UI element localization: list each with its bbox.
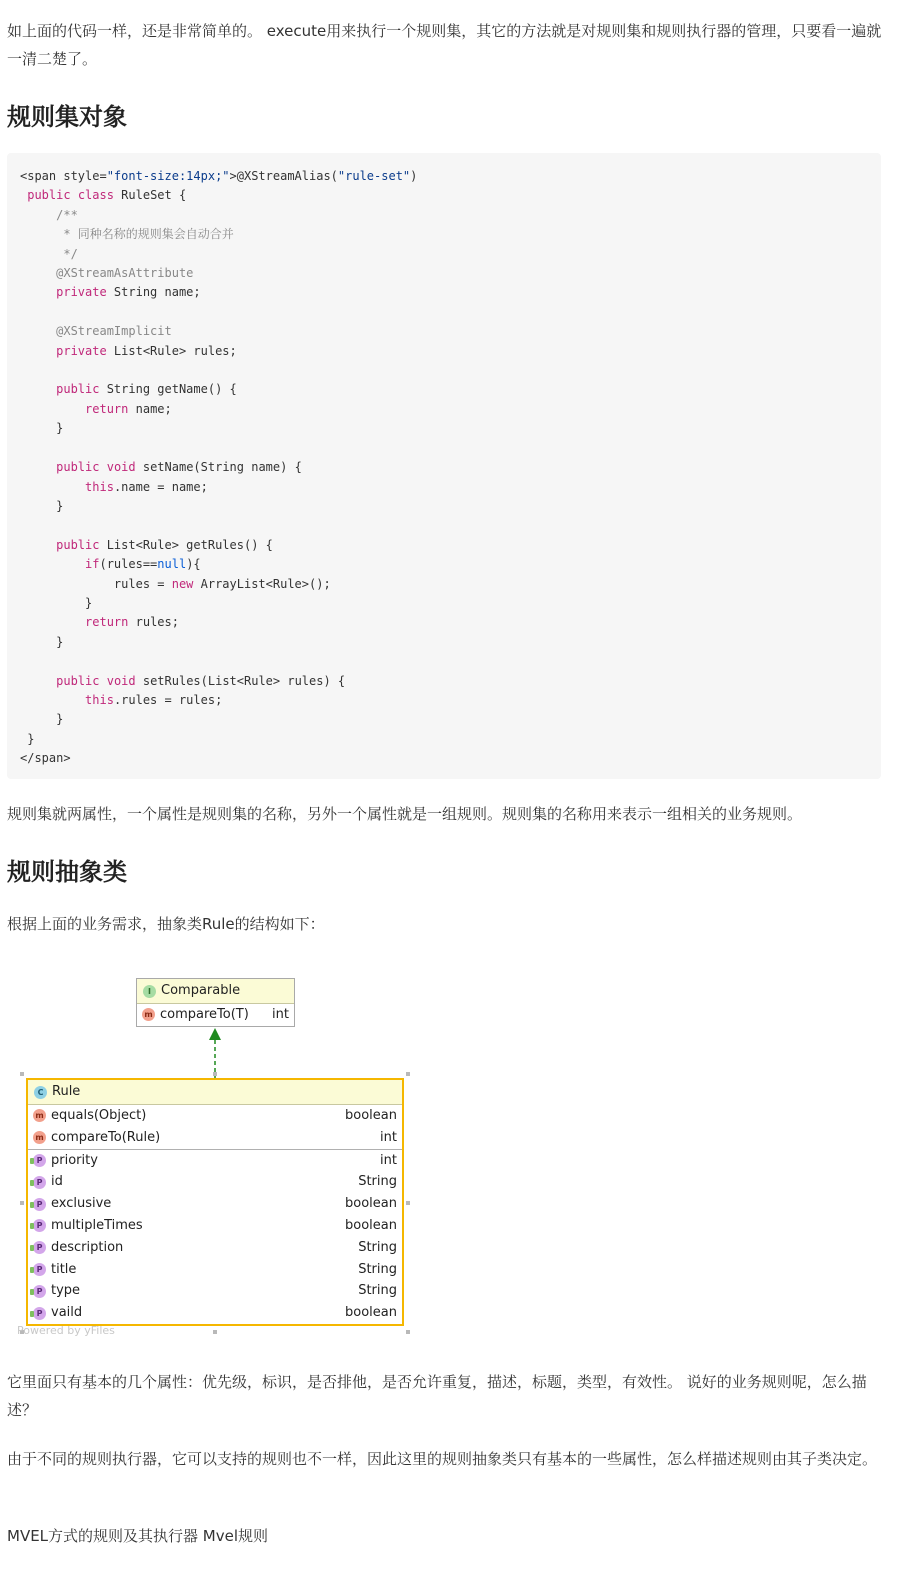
code-token: void bbox=[106, 673, 136, 688]
uml-property-type: String bbox=[358, 1239, 397, 1255]
powered-by-watermark: Powered by yFiles bbox=[17, 1324, 115, 1337]
code-token: String getName() { bbox=[99, 382, 237, 397]
code-token: public bbox=[56, 673, 100, 688]
code-token: rules = bbox=[113, 576, 172, 591]
selection-handle[interactable] bbox=[406, 1201, 410, 1205]
property-icon: P bbox=[33, 1285, 46, 1298]
code-token: * 同种名称的规则集会自动合并 bbox=[56, 227, 234, 242]
code-token: public bbox=[27, 188, 71, 203]
section-heading-ruleset: 规则集对象 bbox=[7, 103, 127, 131]
code-token: ArrayList<Rule>(); bbox=[193, 576, 331, 591]
uml-property-row bbox=[28, 1193, 402, 1215]
code-token: public bbox=[56, 382, 100, 397]
uml-interface-header bbox=[137, 979, 294, 1004]
selection-handle[interactable] bbox=[406, 1330, 410, 1334]
uml-class-name: Rule bbox=[52, 1084, 81, 1099]
paragraph-rule-subclass: 由于不同的规则执行器，它可以支持的规则也不一样，因此这里的规则抽象类只有基本的一些属性，怎么样描述规则由其子类决定。 bbox=[7, 1450, 878, 1468]
code-token: this bbox=[85, 692, 114, 707]
uml-diagram bbox=[0, 950, 420, 1350]
code-token: private bbox=[56, 343, 107, 358]
paragraph-mvel: MVEL方式的规则及其执行器 Mvel规则 bbox=[7, 1527, 269, 1545]
uml-property-name: type bbox=[51, 1283, 81, 1299]
code-token: setRules(List<Rule> rules) { bbox=[135, 673, 346, 688]
code-token: } bbox=[27, 731, 35, 746]
code-token: null bbox=[157, 557, 187, 572]
uml-property-name: exclusive bbox=[51, 1196, 112, 1212]
uml-class-rule[interactable] bbox=[26, 1078, 404, 1326]
code-token: >@XStreamAlias( bbox=[229, 169, 338, 183]
code-token: private bbox=[56, 285, 107, 300]
property-icon: P bbox=[33, 1219, 46, 1232]
uml-class-header bbox=[28, 1080, 402, 1105]
uml-property-type: String bbox=[358, 1174, 397, 1190]
uml-property-row bbox=[28, 1237, 402, 1259]
code-token: @XStreamImplicit bbox=[56, 324, 172, 339]
uml-method-type: int bbox=[272, 1007, 289, 1022]
property-icon: P bbox=[33, 1307, 46, 1320]
uml-interface-comparable[interactable] bbox=[136, 978, 295, 1027]
method-icon: m bbox=[142, 1008, 155, 1021]
uml-method-name: compareTo(Rule) bbox=[51, 1129, 161, 1145]
uml-method-type: boolean bbox=[345, 1108, 397, 1123]
property-icon: P bbox=[33, 1176, 46, 1189]
code-token: */ bbox=[56, 246, 78, 261]
uml-property-row bbox=[28, 1149, 402, 1172]
interface-icon: I bbox=[143, 985, 156, 998]
selection-handle[interactable] bbox=[20, 1072, 24, 1076]
uml-property-name: vaild bbox=[51, 1305, 83, 1321]
uml-property-name: description bbox=[51, 1239, 124, 1255]
uml-property-type: String bbox=[358, 1261, 397, 1277]
paragraph-rule-intro: 根据上面的业务需求，抽象类Rule的结构如下： bbox=[7, 915, 325, 933]
code-token: List<Rule> getRules() { bbox=[99, 537, 273, 552]
paragraph-ruleset-desc: 规则集就两属性，一个属性是规则集的名称，另外一个属性就是一组规则。规则集的名称用来表示一组相关的业务规则。 bbox=[7, 805, 803, 823]
code-token: .rules = rules; bbox=[113, 692, 223, 707]
method-icon: m bbox=[33, 1131, 46, 1144]
uml-property-name: title bbox=[51, 1261, 77, 1277]
class-icon: C bbox=[34, 1086, 47, 1099]
code-token: @XStreamAsAttribute bbox=[56, 266, 194, 281]
uml-property-row bbox=[28, 1280, 402, 1302]
code-token: (rules== bbox=[99, 557, 158, 572]
selection-handle[interactable] bbox=[213, 1330, 217, 1334]
selection-handle[interactable] bbox=[406, 1072, 410, 1076]
uml-property-row bbox=[28, 1259, 402, 1281]
code-token: new bbox=[171, 576, 194, 591]
selection-handle[interactable] bbox=[20, 1201, 24, 1205]
uml-property-type: boolean bbox=[345, 1305, 397, 1321]
uml-property-name: priority bbox=[51, 1152, 98, 1168]
method-icon: m bbox=[33, 1109, 46, 1122]
uml-property-row bbox=[28, 1215, 402, 1237]
code-token: String name; bbox=[106, 285, 201, 300]
uml-interface-name: Comparable bbox=[161, 983, 241, 998]
uml-property-type: String bbox=[358, 1283, 397, 1299]
uml-method-row bbox=[28, 1127, 402, 1149]
code-token: } bbox=[56, 634, 64, 649]
code-token: <span style= bbox=[20, 169, 107, 183]
section-heading-rule: 规则抽象类 bbox=[7, 858, 127, 886]
code-token: name; bbox=[128, 401, 172, 416]
arrow-head bbox=[209, 1028, 221, 1040]
code-token: "font-size:14px;" bbox=[106, 169, 230, 183]
code-content bbox=[20, 167, 417, 769]
code-token: public bbox=[56, 460, 100, 475]
code-token: ) bbox=[410, 169, 418, 183]
code-token: } bbox=[56, 498, 64, 513]
code-token: void bbox=[106, 460, 136, 475]
uml-property-type: boolean bbox=[345, 1196, 397, 1212]
code-token: </span> bbox=[20, 751, 71, 766]
code-token: public bbox=[56, 537, 100, 552]
uml-method-name: compareTo(T) bbox=[160, 1007, 249, 1022]
code-token: /** bbox=[56, 207, 78, 222]
code-token: rules; bbox=[128, 615, 179, 630]
code-token: } bbox=[56, 421, 64, 436]
code-token: this bbox=[85, 479, 114, 494]
uml-method-type: int bbox=[380, 1129, 397, 1145]
code-block bbox=[7, 153, 881, 779]
code-token: return bbox=[85, 401, 129, 416]
uml-method-row bbox=[137, 1004, 294, 1026]
code-token: ){ bbox=[186, 557, 201, 572]
code-token: List<Rule> rules; bbox=[106, 343, 237, 358]
code-token: } bbox=[85, 595, 93, 610]
uml-property-type: boolean bbox=[345, 1217, 397, 1233]
code-token: if bbox=[85, 557, 100, 572]
property-icon: P bbox=[33, 1241, 46, 1254]
paragraph-rule-attrs: 它里面只有基本的几个属性：优先级，标识，是否排他，是否允许重复，描述，标题，类型，有效性。 说好的业务规则呢，怎么描述？ bbox=[7, 1373, 867, 1419]
uml-property-row bbox=[28, 1171, 402, 1193]
property-icon: P bbox=[33, 1198, 46, 1211]
intro-paragraph: 如上面的代码一样，还是非常简单的。 execute用来执行一个规则集，其它的方法就是对规则集和规则执行器的管理，只要看一遍就一清二楚了。 bbox=[7, 22, 882, 68]
code-token: } bbox=[56, 712, 64, 727]
code-token: RuleSet { bbox=[113, 188, 187, 203]
uml-method-row bbox=[28, 1105, 402, 1127]
selection-handle[interactable] bbox=[213, 1072, 217, 1076]
uml-property-type: int bbox=[380, 1152, 397, 1168]
code-token: setName(String name) { bbox=[135, 460, 302, 475]
uml-property-name: multipleTimes bbox=[51, 1217, 143, 1233]
uml-method-name: equals(Object) bbox=[51, 1108, 147, 1123]
code-token: .name = name; bbox=[113, 479, 208, 494]
property-icon: P bbox=[33, 1154, 46, 1167]
uml-property-row bbox=[28, 1302, 402, 1324]
code-token: class bbox=[77, 188, 114, 203]
code-token: "rule-set" bbox=[337, 169, 411, 183]
property-icon: P bbox=[33, 1263, 46, 1276]
uml-property-name: id bbox=[51, 1174, 63, 1190]
code-token: return bbox=[85, 615, 129, 630]
